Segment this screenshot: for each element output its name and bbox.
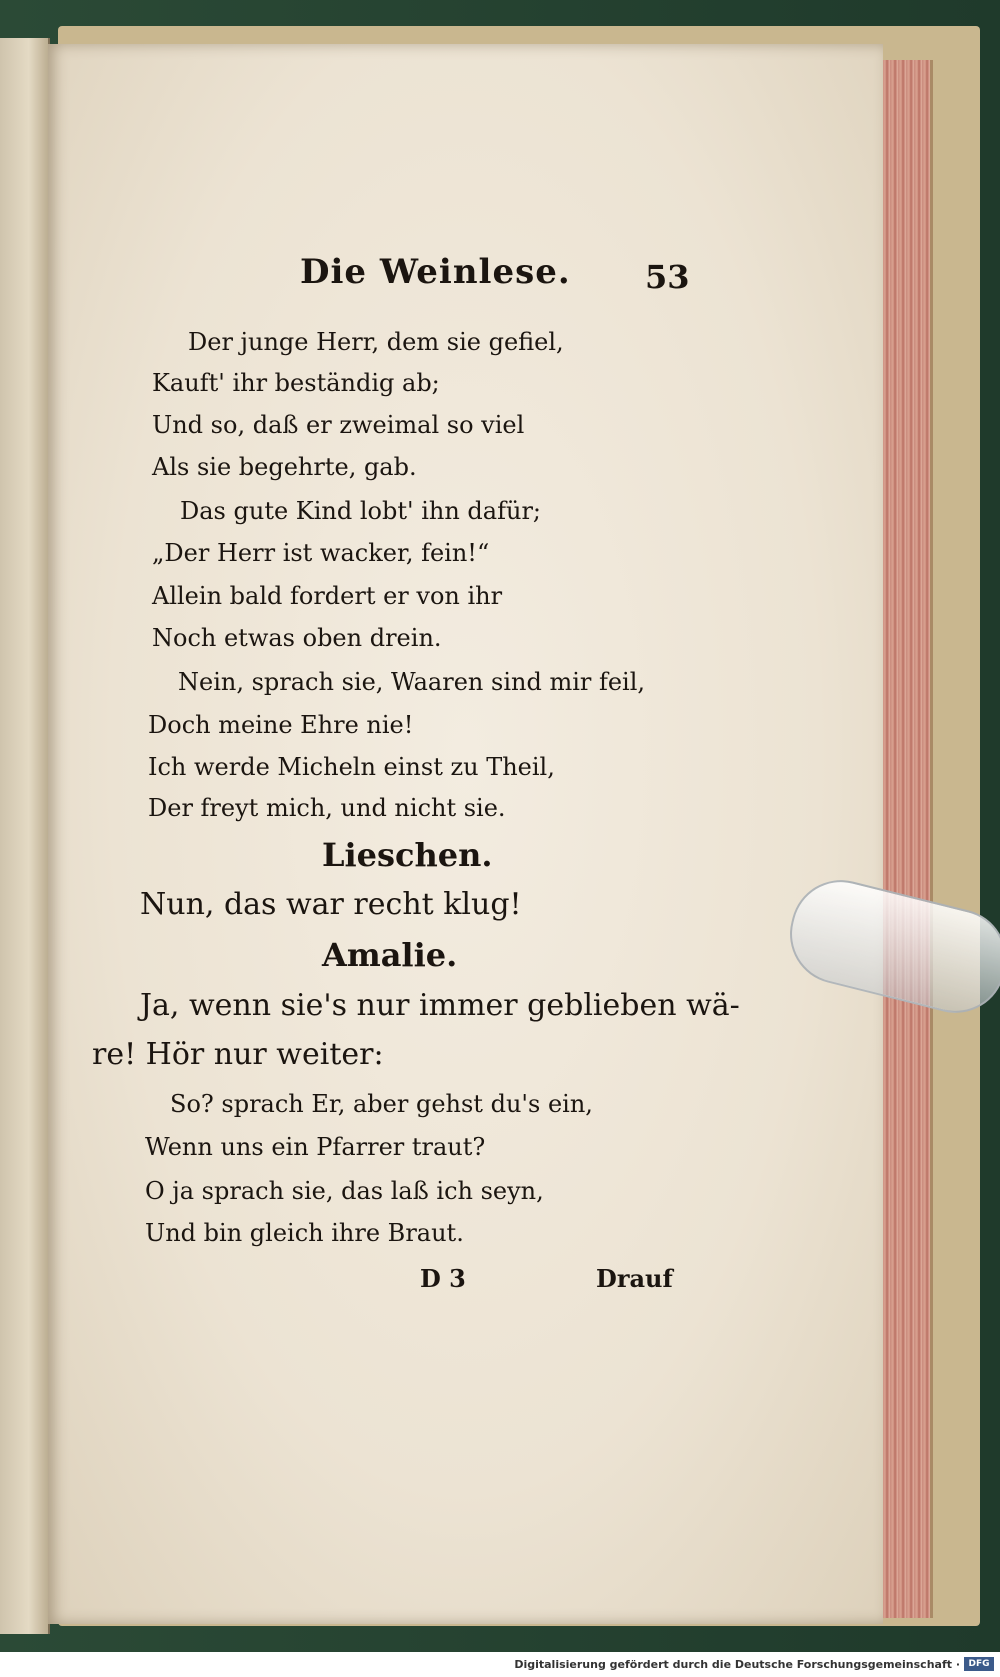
dialogue-line: Nun, das war recht klug! [140, 887, 522, 922]
dfg-logo: DFG [964, 1657, 994, 1671]
verse-line: Allein bald fordert er von ihr [152, 582, 503, 610]
verse-line: So? sprach Er, aber gehst du's ein, [170, 1090, 593, 1118]
dialogue-line: Ja, wenn sie's nur immer geblieben wä- [140, 988, 740, 1023]
dialogue-line: re! Hör nur weiter: [92, 1037, 384, 1072]
verse-line: Ich werde Micheln einst zu Theil, [148, 753, 555, 781]
verse-line: Und so, daß er zweimal so viel [152, 411, 525, 439]
verse-line: Kauft' ihr beständig ab; [152, 369, 440, 397]
verse-line: Das gute Kind lobt' ihn dafür; [180, 497, 541, 525]
verse-line: Der junge Herr, dem sie gefiel, [188, 328, 564, 356]
verse-line: Doch meine Ehre nie! [148, 711, 414, 739]
verse-line: Nein, sprach sie, Waaren sind mir feil, [178, 668, 646, 696]
page-title: Die Weinlese. [300, 252, 571, 292]
credit-text: Digitalisierung gefördert durch die Deutsche Forschungsgemeinschaft · [514, 1658, 960, 1671]
verse-line: Der freyt mich, und nicht sie. [148, 794, 506, 822]
catchword: Drauf [596, 1264, 673, 1293]
speaker-name: Amalie. [322, 936, 458, 974]
signature-mark: D 3 [420, 1264, 466, 1293]
digitization-credit-bar [0, 1652, 1000, 1677]
verse-line: Und bin gleich ihre Braut. [145, 1219, 464, 1247]
verse-line: Noch etwas oben drein. [152, 624, 442, 652]
speaker-name: Lieschen. [322, 836, 493, 874]
page-number: 53 [645, 258, 690, 296]
left-page-edge [0, 38, 50, 1634]
verse-line: O ja sprach sie, das laß ich seyn, [145, 1177, 544, 1205]
verse-line: Als sie begehrte, gab. [152, 453, 417, 481]
verse-line: „Der Herr ist wacker, fein!“ [152, 539, 490, 567]
verse-line: Wenn uns ein Pfarrer traut? [145, 1133, 486, 1161]
